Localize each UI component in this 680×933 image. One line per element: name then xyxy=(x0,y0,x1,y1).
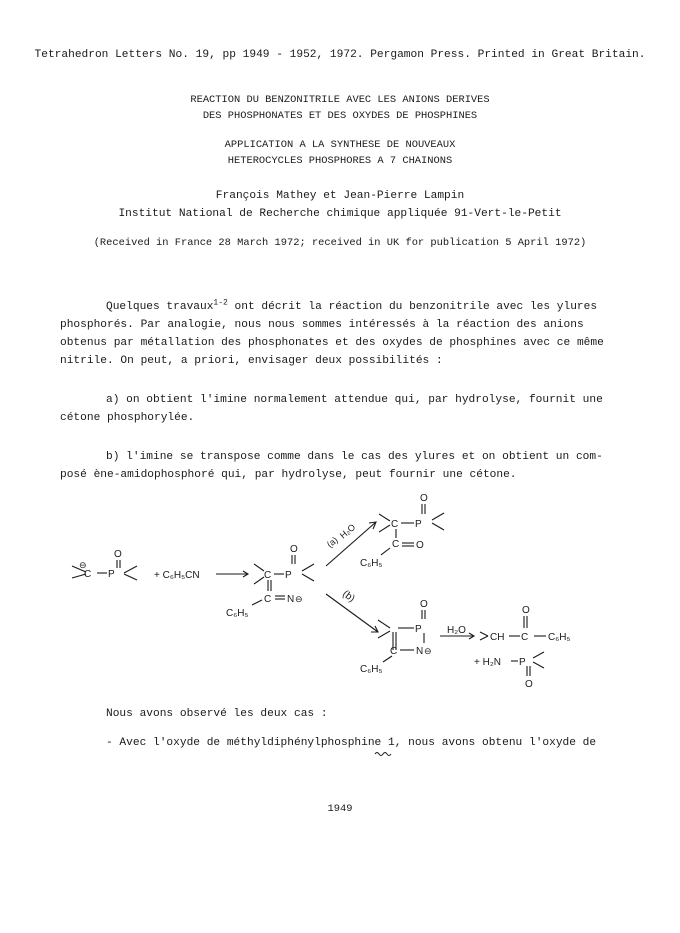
body-line: obtenus par métallation des phosphonates et des oxydes de phosphines avec ce même xyxy=(60,337,604,349)
title-line: DES PHOSPHONATES ET DES OXYDES DE PHOSPHINES xyxy=(202,110,478,122)
bond xyxy=(254,577,264,584)
bond xyxy=(254,564,264,571)
title-line: REACTION DU BENZONITRILE AVEC LES ANIONS DERIVES xyxy=(190,94,490,106)
bond xyxy=(533,652,544,658)
body-line: nitrile. On peut, a priori, envisager deux possibilités : xyxy=(60,355,443,367)
atom-label: C xyxy=(391,519,399,530)
reference-superscript: 1-2 xyxy=(213,298,228,308)
bond xyxy=(432,513,444,520)
atom-label: P xyxy=(285,570,292,581)
phenyl-label: C₆H₅ xyxy=(226,608,249,619)
atom-label: O xyxy=(420,599,428,610)
wavy-underline xyxy=(374,751,394,757)
atom-label: O xyxy=(290,544,298,555)
title-line: HETEROCYCLES PHOSPHORES A 7 CHAINONS xyxy=(227,155,453,167)
atom-label: CH xyxy=(490,632,505,643)
charge-sign: ⊖ xyxy=(424,646,432,656)
reagent-label: H₂O xyxy=(447,625,466,636)
authors: François Mathey et Jean-Pierre Lampin xyxy=(215,190,465,202)
atom-label: O xyxy=(114,549,122,560)
atom-label: C xyxy=(84,569,92,580)
bond xyxy=(302,574,314,581)
bond xyxy=(302,564,314,571)
bond xyxy=(533,662,544,668)
atom-label: C xyxy=(264,594,272,605)
body-text: Quelques travaux xyxy=(106,301,214,313)
phenyl-label: C₆H₅ xyxy=(360,664,383,675)
atom-label: O xyxy=(525,679,533,690)
phenyl-label: C₆H₅ xyxy=(360,558,383,569)
bond xyxy=(378,631,390,638)
reagent-label: H₂O xyxy=(337,521,358,541)
atom-label: C xyxy=(390,646,398,657)
bond xyxy=(124,566,137,573)
compound-number: 1 xyxy=(387,737,395,749)
body-line: posé ène-amidophosphoré qui, par hydrolyse, peut fournir une cétone. xyxy=(60,469,517,481)
body-line: b) l'imine se transpose comme dans le cas des ylures et on obtient un com- xyxy=(106,451,603,463)
institute: Institut National de Recherche chimique appliquée 91-Vert-le-Petit xyxy=(118,208,562,220)
body-text: - Avec l'oxyde de méthyldiphénylphosphine xyxy=(106,737,388,749)
body-line: cétone phosphorylée. xyxy=(60,412,195,424)
bond xyxy=(379,514,390,521)
page-number: 1949 xyxy=(327,803,353,815)
atom-label: O xyxy=(416,540,424,551)
atom-label: P xyxy=(519,657,526,668)
atom-label: C xyxy=(521,632,529,643)
bond xyxy=(124,574,137,580)
reagent-label: + H₂N xyxy=(474,657,501,668)
journal-header: Tetrahedron Letters No. 19, pp 1949 - 1952, 1972. Pergamon Press. Printed in Great Britain. xyxy=(34,49,646,61)
atom-label: O xyxy=(420,493,428,504)
reagent-label: + C₆H₅CN xyxy=(154,570,200,581)
atom-label: O xyxy=(522,605,530,616)
bond xyxy=(480,636,488,640)
atom-label: C xyxy=(264,570,272,581)
atom-label: C xyxy=(392,539,400,550)
bond xyxy=(252,600,262,605)
body-line xyxy=(106,736,596,750)
body-line: a) on obtient l'imine normalement attendue qui, par hydrolyse, fournit une xyxy=(106,394,603,406)
charge-sign: ⊖ xyxy=(295,594,303,604)
bond xyxy=(432,523,444,530)
phenyl-label: C₆H₅ xyxy=(548,632,571,643)
body-line: phosphorés. Par analogie, nous nous sommes intéressés à la réaction des anions xyxy=(60,319,584,331)
path-label: (b) xyxy=(340,588,357,605)
atom-label: P xyxy=(415,624,422,635)
bond xyxy=(378,620,390,628)
atom-label: N xyxy=(287,594,295,605)
body-text: ont décrit la réaction du benzonitrile avec les ylures xyxy=(227,301,598,313)
charge-sign: ⊖ xyxy=(79,560,87,570)
bond xyxy=(480,632,488,636)
bond xyxy=(379,525,390,532)
body-line: Nous avons observé les deux cas : xyxy=(106,708,328,720)
body-line xyxy=(106,300,597,314)
received-date: (Received in France 28 March 1972; received in UK for publication 5 April 1972) xyxy=(93,237,587,249)
atom-label: P xyxy=(415,519,422,530)
bond xyxy=(381,548,390,555)
reaction-scheme xyxy=(0,488,680,700)
body-text: , nous avons obtenu l'oxyde de xyxy=(394,737,597,749)
title-line: APPLICATION A LA SYNTHESE DE NOUVEAUX xyxy=(224,139,456,151)
path-label: (a) xyxy=(324,534,340,550)
atom-label: N xyxy=(416,646,424,657)
atom-label: P xyxy=(108,569,115,580)
